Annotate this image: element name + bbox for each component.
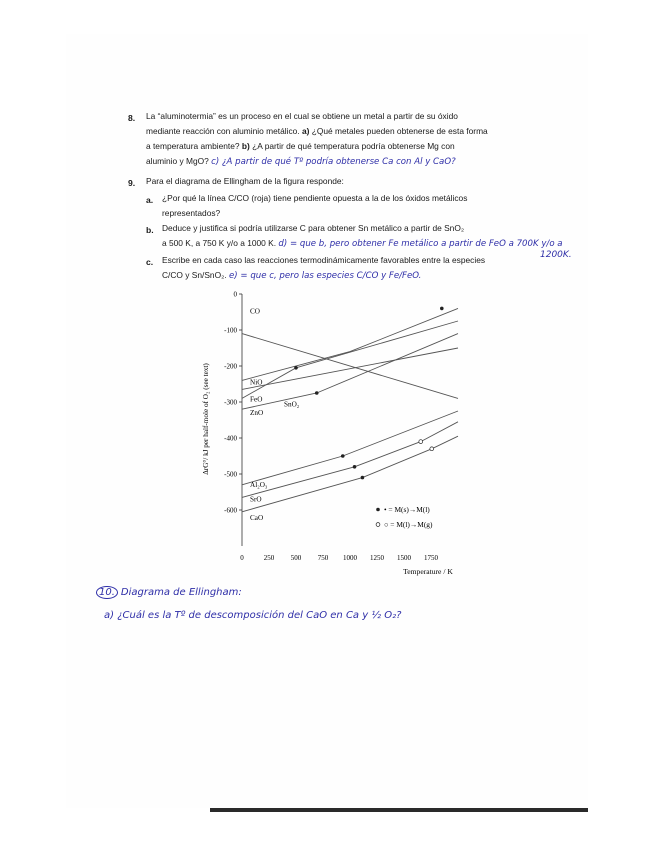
x-tick-label: 250 xyxy=(263,554,275,562)
series-label: Al₂O₃ xyxy=(250,480,268,489)
marker-solid xyxy=(341,454,345,458)
series-label: CO xyxy=(250,307,260,316)
q9b-label: b. xyxy=(146,225,154,235)
marker-solid xyxy=(315,391,319,395)
marker-solid xyxy=(353,465,357,469)
chart-series xyxy=(242,308,458,511)
q10-question-a: a) ¿Cuál es la Tº de descomposición del CaO en Ca y ½ O₂? xyxy=(104,610,402,621)
series-line xyxy=(242,411,458,485)
q8-line-4: aluminio y MgO? c) ¿A partir de qué Tº podría obtenerse Ca con Al y CaO? xyxy=(146,156,456,167)
q9-number: 9. xyxy=(128,178,136,188)
series-label: NiO xyxy=(250,378,263,387)
x-tick-label: 500 xyxy=(290,554,302,562)
y-tick-label: -200 xyxy=(224,362,237,371)
chart-legend xyxy=(376,505,433,529)
y-tick-label: -300 xyxy=(224,398,237,407)
x-axis-label: Temperature / K xyxy=(403,567,453,576)
x-tick-label: 1000 xyxy=(343,554,357,562)
q8-line-2: mediante reacción con aluminio metálico. a) ¿Qué metales pueden obtenerse de esta forma xyxy=(146,126,488,136)
x-tick-label: 1750 xyxy=(424,554,438,562)
q10-title: 10. Diagrama de Ellingham: xyxy=(96,586,242,599)
y-tick-label: -400 xyxy=(224,434,237,443)
q8-text xyxy=(146,109,488,170)
marker-open xyxy=(430,447,434,451)
q9-intro: Para el diagrama de Ellingham de la figura responde: xyxy=(146,176,344,186)
series-line xyxy=(242,308,458,380)
q9b-text: Deduce y justifica si podría utilizarse C para obtener Sn metálico a partir de SnO₂ a 500 K, a 750 K y/o a 1000 K. d) = que b, pero obtener Fe metálico a partir de FeO a 700K y/o a xyxy=(162,223,563,249)
marker-solid xyxy=(440,307,444,311)
series-label: SnO₂ xyxy=(284,400,300,409)
series-line xyxy=(242,321,458,398)
series-line xyxy=(242,436,458,512)
series-line xyxy=(242,422,458,498)
chart-labels xyxy=(250,308,300,522)
series-line xyxy=(242,334,458,399)
legend-solid: • = M(s)→M(l) xyxy=(384,505,430,514)
legend-solid-marker xyxy=(376,508,380,512)
series-label: ZnO xyxy=(250,409,264,418)
y-tick-label: -600 xyxy=(224,506,237,515)
legend-open-marker xyxy=(376,523,380,527)
y-tick-label: -500 xyxy=(224,470,237,479)
handwritten-note-d: d) = que b, pero obtener Fe metálico a partir de FeO a 700K y/o a xyxy=(278,239,563,249)
marker-open xyxy=(419,440,423,444)
handwritten-note-c: c) ¿A partir de qué Tº podría obtenerse Ca con Al y CaO? xyxy=(211,157,456,167)
ellingham-chart xyxy=(196,284,470,584)
handwritten-note-e: e) = que c, pero las especies C/CO y Fe/FeO. xyxy=(229,271,422,281)
q9a-text: ¿Por qué la línea C/CO (roja) tiene pendiente opuesta a la de los óxidos metálicos representados? xyxy=(162,193,468,218)
series-line xyxy=(242,348,458,389)
series-label: FeO xyxy=(250,395,263,404)
q9c-text: Escribe en cada caso las reacciones termodinámicamente favorables entre la especies C/CO y Sn/SnO₂. e) = que c, pero las especies C/CO y Fe/FeO. xyxy=(162,255,486,281)
marker-solid xyxy=(361,476,365,480)
x-tick-label: 0 xyxy=(240,554,244,562)
legend-open: ○ = M(l)→M(g) xyxy=(384,520,433,529)
scan-edge-bar xyxy=(210,808,588,812)
q9c-label: c. xyxy=(146,257,154,267)
q8-line-3: a temperatura ambiente? b) ¿A partir de qué temperatura podría obtenerse Mg con xyxy=(146,141,455,151)
handwritten-note-d-cont: 1200K. xyxy=(540,250,572,260)
q8-number: 8. xyxy=(128,113,136,123)
q8-line-1: La “aluminotermia” es un proceso en el cual se obtiene un metal a partir de su óxido xyxy=(146,111,458,121)
series-label: SrO xyxy=(250,495,262,504)
y-axis-label: ΔrG°/ kJ per half-mole of O₂ (see text) xyxy=(202,363,210,475)
x-tick-label: 1250 xyxy=(370,554,384,562)
x-tick-label: 750 xyxy=(317,554,329,562)
marker-solid xyxy=(294,366,298,370)
x-tick-label: 1500 xyxy=(397,554,411,562)
y-tick-label: -100 xyxy=(224,326,237,335)
series-label: CaO xyxy=(250,513,264,522)
y-tick-label: 0 xyxy=(233,290,237,299)
q10-number: 10. xyxy=(96,586,118,599)
q9a-label: a. xyxy=(146,195,154,205)
